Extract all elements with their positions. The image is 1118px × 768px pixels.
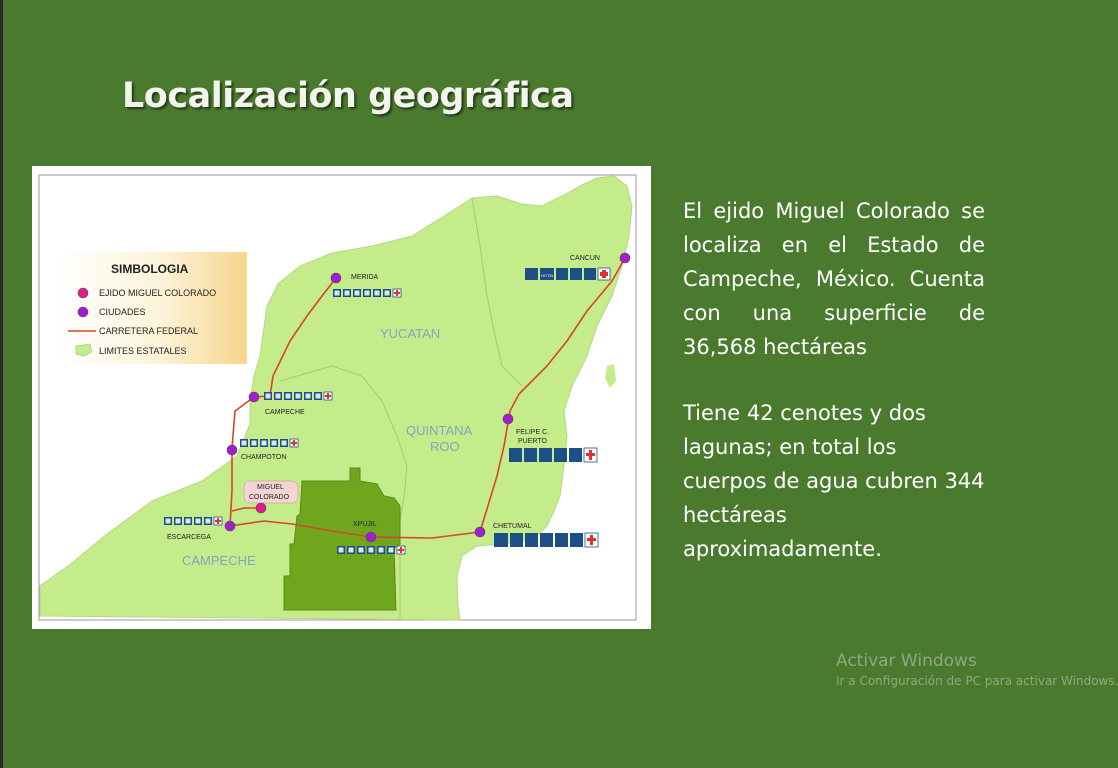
city-label-xpujil: XPUJIL [353,521,377,528]
legend-item: CARRETERA FEDERAL [99,326,199,336]
city-label-felipe-1: FELIPE C. [516,429,550,436]
city-label-felipe-2: PUERTO [518,438,547,445]
legend [58,252,247,364]
ejido-marker [256,503,266,513]
service-icons-merida [333,289,401,297]
description-paragraph-location: El ejido Miguel Colorado se localiza en el Estado de Campeche, México. Cuenta con una superficie de 36,568 hectáreas [683,199,985,359]
ejido-label-line2: COLORADO [249,494,290,501]
window-left-edge [0,0,3,768]
state-label-quintana: QUINTANA [406,423,473,438]
city-label-champoton: CHAMPOTON [241,454,287,461]
legend-ejido-marker [78,288,88,298]
city-marker-campeche [249,392,259,402]
city-label-merida: MERIDA [351,274,379,281]
legend-item: CIUDADES [99,307,146,317]
windows-activation-watermark [836,651,1118,688]
watermark-line-2: Ir a Configuración de PC para activar Windows. [836,674,1118,688]
map-image [32,166,651,629]
city-marker-chetumal [475,527,485,537]
city-marker-cancun [620,253,630,263]
city-marker-felipe [503,414,513,424]
legend-title: SIMBOLOGIA [111,262,189,276]
state-label-yucatan: YUCATAN [380,326,441,341]
slide-title: Localización geográfica [122,76,574,116]
city-label-chetumal: CHETUMAL [493,523,532,530]
city-label-escarcega: ESCARCEGA [167,534,211,541]
watermark-line-1: Activar Windows [836,651,977,671]
city-marker-xpujil [366,532,376,542]
city-label-cancun: CANCUN [570,255,600,262]
legend-city-marker [78,307,88,317]
city-marker-escarcega [225,521,235,531]
legend-item: EJIDO MIGUEL COLORADO [99,288,217,298]
city-marker-champoton [227,445,237,455]
ejido-label-line1: MIGUEL [257,484,284,491]
service-icons-xpujil [337,546,405,554]
city-label-campeche: CAMPECHE [265,409,305,416]
legend-item: LIMITES ESTATALES [99,346,187,356]
city-marker-merida [331,273,341,283]
service-icons-campeche [264,392,332,400]
description-paragraph-water: Tiene 42 cenotes y dos lagunas; en total los cuerpos de agua cubren 344 hectáreas aproximadamente. [683,401,985,561]
hotel-label: HOTEL [541,273,555,278]
state-label-roo: ROO [430,439,460,454]
state-label-campeche: CAMPECHE [182,553,256,568]
